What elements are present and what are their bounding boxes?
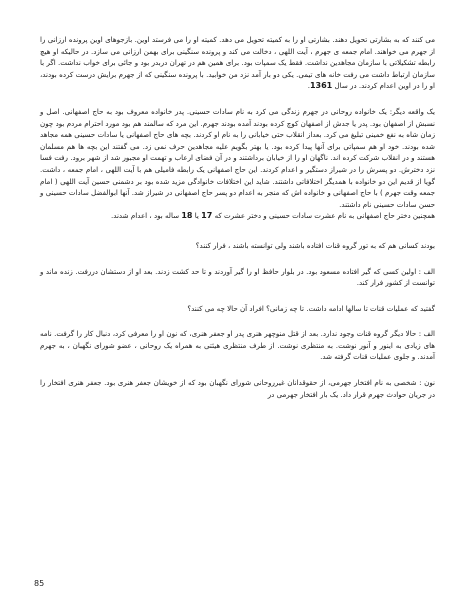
age-18: 18 bbox=[181, 211, 193, 221]
year-1361: 1361 bbox=[309, 81, 333, 91]
paragraph-2 bbox=[40, 106, 435, 222]
paragraph-1 bbox=[40, 34, 435, 92]
paragraph-2-end: ساله بود ، اعدام شدند. bbox=[110, 211, 180, 221]
document-body bbox=[40, 34, 435, 400]
paragraph-1-text: می کنند که به بشارتی تحویل دهند. بشارتی او را به کمیته تحویل می دهد. کمیته او را می فرستد اوین. بازجوهای اوین پرونده ارزانی را از جهرم می خواهند. امام جمعه ی جهرم ، آیت اللهی ، دخالت می کند و پرونده سنگینی برای بهمن ارزانی می سازد. در حالیکه او هیچ رابطه تشکیلاتی با سازمان مجاهدین نداشت. فقط یک سمپات بود. برای همین هم در تهران دربدر بود و جائی برای خواب نداشت. اگر با سازمان ارتباط داشت می رفت خانه های تیمی. یکی دو بار آمد نزد من خوابید. با پرونده سنگینی که از جهرم برایش درست کرده بودند، او را در اوین اعدام کردند. در سال bbox=[40, 35, 435, 91]
page-number: 85 bbox=[34, 579, 45, 588]
paragraph-1-end: . bbox=[307, 81, 310, 91]
paragraph-2-text-2: همچنین دختر حاج اصفهانی به نام عشرت سادات حسینی و دختر عشرت که bbox=[214, 211, 435, 221]
paragraph-2-or: یا bbox=[194, 211, 199, 221]
age-17: 17 bbox=[201, 211, 213, 221]
answer-3: نون : شخصی به نام افتخار جهرمی، از حقوقدانان غیرروحانی شورای نگهبان بود که از خویشان جعفر هنری بود. جعفر هنری افتخار را در جریان حوادث جهرم قرار داد. یک بار افتخار جهرمی در bbox=[40, 378, 435, 399]
answer-2: الف : حالا دیگر گروه قنات وجود ندارد. بعد از قتل منوچهر هنری پدر او جعفر هنری، که نون او را معرفی کرد، دنبال کار را گرفت. نامه های زیادی به اینور و آنور نوشت. به منتظری نوشت. از طرف منتظری هیئتی به همراه یک روحانی ، عضو شورای نگهبان ، به جهرم آمدند. و جلوی عملیات قنات گرفته شد. bbox=[40, 329, 435, 362]
answer-1: الف : اولین کسی که گیر افتاده مسعود بود. در بلوار حافظ او را گیر آوردند و تا حد کشت زدند. بعد او از دستشان دررفت. زنده ماند و توانست از کشور فرار کند. bbox=[40, 266, 435, 288]
paragraph-2-text: یک واقعه دیگر: یک خانواده روحانی در جهرم زندگی می کرد به نام سادات حسینی. پدر خانواده معروف بود به حاج اصفهانی. اصل و نسبش از اصفهان بود. پدر یا جدش از اصفهان کوچ کرده بودند آمده بودند جهرم. این مرد که سالمند هم بود مورد احترام مردم بود چون زمان شاه به نفع خمینی تبلیغ می کرد. بعداز انقلاب حتی خیابانی را به نام او کردند. بچه های حاج اصفهانی یا سادات حسینی همه مجاهد شده بودند. خود او هم سمپاتی برای آنها پیدا کرده بود. یا بهتر بگویم علیه مجاهدین حرف نمی زد. می گفتند این بچه ها هم مسلمان هستند و در انقلاب شرکت کرده اند. ناگهان او را از خیابان برداشتند و در آن فضای ارعاب و تهمت او مجبور شد از شهر برود. رفت فسا نزد دخترش. دو پسرش را در شیراز دستگیر و اعدام کردند. این حاج اصفهانی یک رابطه فامیلی هم با آیت اللهی ، امام جمعه ، داشت. گویا از قدیم این دو خانواده با همدیگر اختلافاتی داشتند. شاید این اختلافات خانوادگی مزید شده بود بر دشمنی حسین آیت اللهی ( امام جمعه وقت جهرم ) با حاج اصفهانی و خانواده اش که منجر به اعدام دو پسر حاج اصفهانی در شیراز شد. آنها ابوالفضل سادات حسینی و حسن سادات حسینی نام داشتند. bbox=[40, 106, 435, 209]
question-2: گفتید که عملیات قنات تا سالها ادامه داشت. تا چه زمانی؟ افراد آن حالا چه می کنند؟ bbox=[187, 303, 435, 313]
question-1: بودند کسانی هم که به تور گروه قنات افتاده باشند ولی توانسته باشند ، فرار کنند؟ bbox=[195, 240, 435, 250]
